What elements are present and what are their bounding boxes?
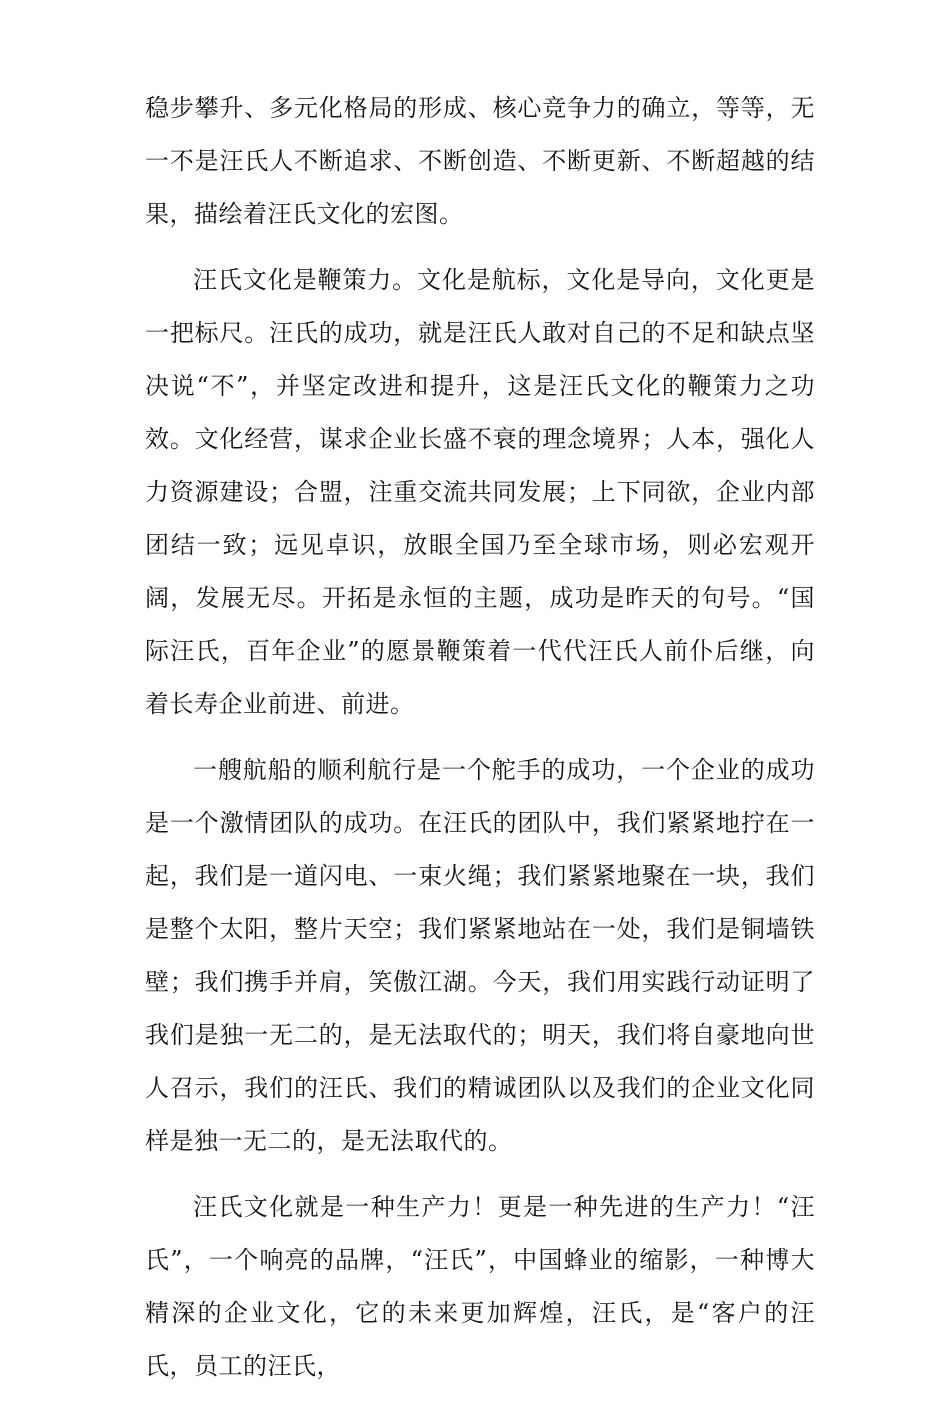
paragraph: 一艘航船的顺利航行是一个舵手的成功，一个企业的成功是一个激情团队的成功。在汪氏的团队中，我们紧紧地拧在一起，我们是一道闪电、一束火绳；我们紧紧地聚在一块，我们是整个太阳，整片天空；我们紧紧地站在一处，我们是铜墙铁壁；我们携手并肩，笑傲江湖。今天，我们用实践行动证明了我们是独一无二的，是无法取代的；明天，我们将自豪地向世人召示，我们的汪氏、我们的精诚团队以及我们的企业文化同样是独一无二的，是无法取代的。 (145, 756, 815, 1155)
paragraph: 汪氏文化是鞭策力。文化是航标，文化是导向，文化更是一把标尺。汪氏的成功，就是汪氏人敢对自己的不足和缺点坚决说“不”，并坚定改进和提升，这是汪氏文化的鞭策力之功效。文化经营，谋求企业长盛不衰的理念境界；人本，强化人力资源建设；合盟，注重交流共同发展；上下同欲，企业内部团结一致；远见卓识，放眼全国乃至全球市场，则必宏观开阔，发展无尽。开拓是永恒的主题，成功是昨天的句号。“国际汪氏，百年企业”的愿景鞭策着一代代汪氏人前仆后继，向着长寿企业前进、前进。 (145, 266, 815, 718)
document-body (145, 82, 815, 1406)
paragraph: 汪氏文化就是一种生产力！更是一种先进的生产力！“汪氏”，一个响亮的品牌，“汪氏”，中国蜂业的缩影，一种博大精深的企业文化，它的未来更加辉煌，汪氏，是“客户的汪氏，员工的汪氏， (145, 1193, 815, 1380)
paragraph: 稳步攀升、多元化格局的形成、核心竞争力的确立，等等，无一不是汪氏人不断追求、不断创造、不断更新、不断超越的结果，描绘着汪氏文化的宏图。 (145, 94, 815, 228)
